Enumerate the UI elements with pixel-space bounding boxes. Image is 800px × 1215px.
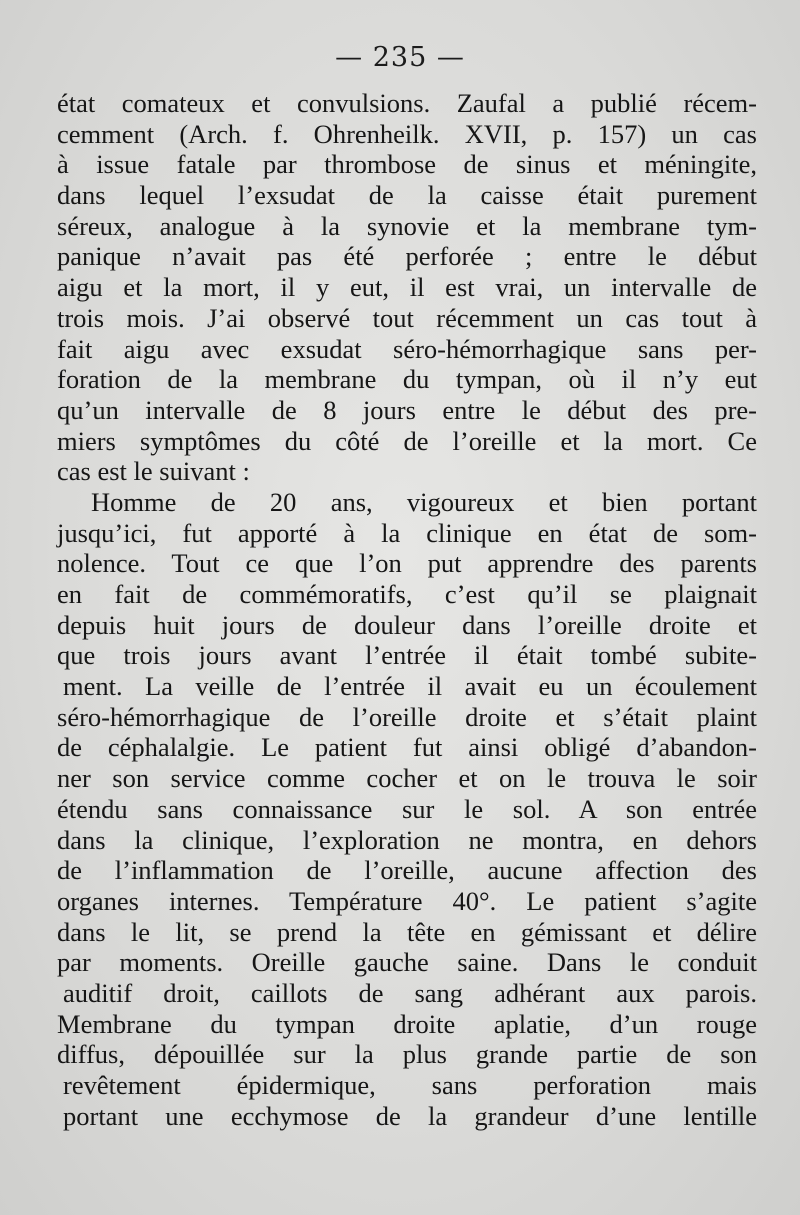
text-line: cas est le suivant : — [57, 456, 250, 487]
text-line: de céphalalgie. Le patient fut ainsi obligé d’abandon- — [57, 732, 757, 763]
text-line: revêtement épidermique, sans perforation mais — [63, 1070, 757, 1100]
text-line: jusqu’ici, fut apporté à la clinique en état de som- — [57, 517, 757, 548]
paragraph-first-line: Homme de 20 ans, vigoureux et bien portant — [91, 486, 757, 517]
text-line: nolence. Tout ce que l’on put apprendre des parents — [57, 548, 757, 579]
body-text — [57, 88, 757, 1131]
text-line: à issue fatale par thrombose de sinus et méningite, — [57, 149, 757, 180]
text-line: cemment (Arch. f. Ohrenheilk. XVII, p. 157) un cas — [57, 118, 757, 149]
text-line: trois mois. J’ai observé tout récemment un cas tout à — [57, 302, 757, 333]
text-line: foration de la membrane du tympan, où il n’y eut — [57, 364, 757, 395]
text-line: séro-hémorrhagique de l’oreille droite et s’était plaint — [57, 701, 757, 732]
text-line: fait aigu avec exsudat séro-hémorrhagique sans per- — [57, 333, 757, 364]
text-line: séreux, analogue à la synovie et la membrane tym- — [57, 210, 757, 241]
text-line: Membrane du tympan droite aplatie, d’un rouge — [57, 1008, 757, 1039]
text-line: état comateux et convulsions. Zaufal a publié récem- — [57, 88, 757, 118]
text-line: étendu sans connaissance sur le sol. A son entrée — [57, 793, 757, 824]
text-line: portant une ecchymose de la grandeur d’une lentille — [63, 1100, 757, 1131]
text-line: de l’inflammation de l’oreille, aucune affection des — [57, 855, 757, 886]
text-line: dans le lit, se prend la tête en gémissant et délire — [57, 916, 757, 947]
text-line: que trois jours avant l’entrée il était tombé subite- — [57, 640, 757, 671]
text-line: diffus, dépouillée sur la plus grande partie de son — [57, 1039, 757, 1070]
text-line: en fait de commémoratifs, c’est qu’il se plaignait — [57, 579, 757, 609]
text-line: par moments. Oreille gauche saine. Dans le conduit — [57, 947, 757, 978]
text-line: ment. La veille de l’entrée il avait eu un écoulement — [63, 671, 757, 702]
text-line: ner son service comme cocher et on le trouva le soir — [57, 763, 757, 794]
text-line: qu’un intervalle de 8 jours entre le début des pre- — [57, 394, 757, 425]
text-line: panique n’avait pas été perforée ; entre le début — [57, 241, 757, 272]
text-line: depuis huit jours de douleur dans l’oreille droite et — [57, 609, 757, 640]
text-line: dans lequel l’exsudat de la caisse était purement — [57, 180, 757, 211]
text-line: organes internes. Température 40°. Le patient s’agite — [57, 885, 757, 916]
text-line: aigu et la mort, il y eut, il est vrai, un intervalle de — [57, 272, 757, 303]
page-number: — 235 — — [335, 42, 465, 73]
text-line: miers symptômes du côté de l’oreille et la mort. Ce — [57, 425, 757, 456]
text-line: dans la clinique, l’exploration ne montra, en dehors — [57, 824, 757, 855]
text-line: auditif droit, caillots de sang adhérant aux parois. — [63, 977, 757, 1008]
